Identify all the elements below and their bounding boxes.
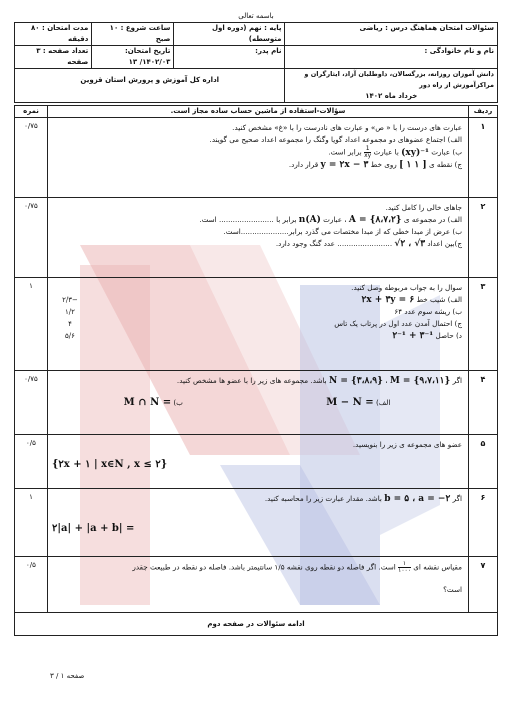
father-name-field: نام پدر: [174,46,285,69]
question-body: عبارت های درست را با « ص» و عبارت های نادرست را با «غ» مشخص کنید. الف) اجتماع عضوهای دو مجموعه اعداد گویا وگنگ را مجموعه اعداد صحیح می گویند. ب) عبارت (xy)⁻¹ با عبارت $\frac{1}{xy}$ برابر است. ج) نقطه ی [ ۱ ۱ ] روی خط y = ۲x − ۳ قرار دارد. [48,118,469,198]
question-row [15,489,498,557]
answer-option: ۵/۶ [65,332,75,340]
question-row [15,278,498,371]
question-body: اگر M = {۹،۷،۱۱} ، N = {۳،۸،۹} باشد. مجموعه های زیر را با عضو ها مشخص کنید. الف) M − N = ب) M ∩ N = [48,371,469,435]
exam-page [14,10,498,636]
question-row [15,435,498,489]
questions-table [14,105,498,636]
question-body: اگر b = ۵ ، a = −۲ باشد. مقدار عبارت زیر را محاسبه کنید. ۲|a| + |a + b| = [48,489,469,557]
exam-duration: مدت امتحان : ۸۰ دقیقه [15,23,92,46]
question-score: ۱ [15,278,48,371]
student-name-field: نام و نام خانوادگی : [285,46,498,69]
question-number: ۵ [469,435,498,489]
exam-date: تاریخ امتحان: ۱۴۰۲/۰۳/ ۱۳ [92,46,174,69]
students-group: دانش آموزان روزانه، بزرگسالان، داوطلبان آزاد، ایثارگران و مراکزآموزش از راه دور خرداد ماه ۱۴۰۲ [285,69,498,103]
question-row [15,198,498,278]
grade-label: پایه : نهم (دوره اول متوسطه) [174,23,285,46]
question-row [15,371,498,435]
question-number: ۴ [469,371,498,435]
question-number: ۳ [469,278,498,371]
question-body: مقیاس نقشه ای $\frac{۱}{۱۰۰۰}$ است. اگر فاصله دو نقطه روی نقشه ۱/۵ سانتیمتر باشد. فاصله دو نقطه در طبیعت چقدر است؟ [48,557,469,613]
question-number: ۱ [469,118,498,198]
col-questions: سؤالات-استفاده از ماشین حساب ساده مجاز است. [48,106,469,118]
question-score: ۰/۷۵ [15,118,48,198]
bismillah: باسمه تعالی [238,12,274,20]
answer-options [60,294,80,342]
question-number: ۷ [469,557,498,613]
question-score: ۰/۷۵ [15,371,48,435]
col-score: نمره [15,106,48,118]
page-number: صفحه ۱ / ۳ [50,672,85,680]
question-row [15,118,498,198]
start-time: ساعت شروع : ۱۰ صبح [92,23,174,46]
exam-title: سئوالات امتحان هماهنگ درس : ریاضی [285,23,498,46]
answer-option: ۴ [68,320,72,328]
answer-option: ۱/۲ [65,308,75,316]
matching-area: الف) شیب خط ۲x + ۳y = ۶ ب) ریشه سوم عدد ۶۴ ج) احتمال آمدن عدد اول در پرتاب یک تاس د) حاصل ۲⁻¹ + ۳⁻¹ −۲/۳ ۱/۲ ۴ ۵/۶ [52,294,462,366]
answer-option: −۲/۳ [62,296,78,304]
question-body: سوال را به جواب مربوطه وصل کنید. الف) شیب خط ۲x + ۳y = ۶ ب) ریشه سوم عدد ۶۴ ج) احتمال آمدن عدد اول در پرتاب یک تاس د) حاصل ۲⁻¹ + ۳⁻¹ −۲/۳ ۱/۲ ۴ ۵/۶ [48,278,469,371]
question-number: ۶ [469,489,498,557]
question-score: ۱ [15,489,48,557]
page-count: تعداد صفحه : ۳ صفحه [15,46,92,69]
col-row: ردیف [469,106,498,118]
question-score: ۰/۵ [15,435,48,489]
question-number: ۲ [469,198,498,278]
continue-note: ادامه سئوالات در صفحه دوم [15,613,498,636]
question-score: ۰/۷۵ [15,198,48,278]
education-office: اداره کل آموزش و پرورش استان قزوین [15,69,285,103]
question-body: عضو های مجموعه ی زیر را بنویسید. {۲x + ۱ | x∈N , x ≤ ۲} [48,435,469,489]
question-score: ۰/۵ [15,557,48,613]
continue-row [15,613,498,636]
question-body: جاهای خالی را کامل کنید. الف) در مجموعه ی A = {۸،۷،۲} ، عبارت n(A) برابر با ........................ است. ب) عرض از مبدا خطی که از مبدا مختصات می گذرد برابر.....................است. ج)بین اعداد √۲ ، √۳ ........................ عدد گنگ وجود دارد. [48,198,469,278]
question-row [15,557,498,613]
exam-header [14,22,498,103]
